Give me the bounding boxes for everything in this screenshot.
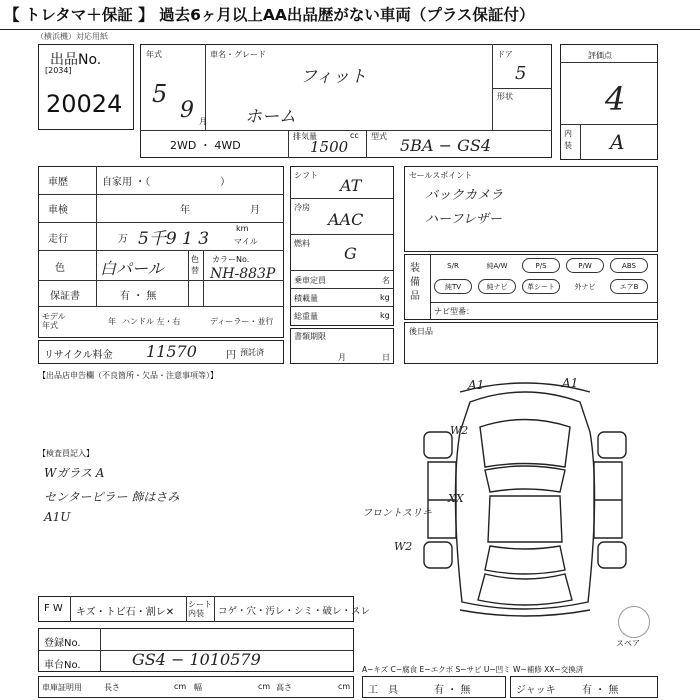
car-hood <box>480 420 570 468</box>
equip-ps: P/S <box>522 258 560 273</box>
cert-height-unit: cm <box>338 682 351 691</box>
inspector-line3: A1U <box>44 510 71 524</box>
damage-legend: A−キズ C−腐食 E−エクボ S−サビ U−凹ミ W−補修 XX−交換済 <box>362 665 584 674</box>
doc-deadline-month: 月 <box>338 353 346 362</box>
score-label: 評価点 <box>588 51 612 60</box>
model-year-handle: ハンドル 左・右 <box>122 317 181 326</box>
inspection-label: 車検 <box>48 205 68 216</box>
diagram-mark-4: XX <box>448 492 464 505</box>
load-unit: kg <box>380 293 390 302</box>
later-label: 後日品 <box>409 327 433 336</box>
color-value: 白パール <box>100 259 164 278</box>
year-label: 年式 <box>146 50 162 59</box>
shift-label: シフト <box>294 171 318 180</box>
diagram-mark-5: フロントスリキ <box>362 508 432 519</box>
lot-number: 20024 <box>46 90 123 118</box>
door-value: 5 <box>515 63 527 84</box>
fw-label: F W <box>44 603 63 614</box>
recycle-label: リサイクル料金 <box>44 350 113 361</box>
cert-width: 幅 <box>194 683 202 692</box>
interior-value: A <box>610 130 625 154</box>
jack-value: 有 ・ 無 <box>582 685 619 696</box>
equip-airbag: エアB <box>610 279 648 294</box>
shape-label: 形状 <box>497 92 513 101</box>
color-code-value: NH-883P <box>210 266 276 282</box>
diagram-mark-2: A1 <box>562 376 579 390</box>
model-label: 型式 <box>371 132 387 141</box>
doc-deadline-day: 日 <box>382 353 390 362</box>
ac-value: AAC <box>328 210 364 229</box>
warranty-label: 保証書 <box>50 291 80 302</box>
spare-label: スペア <box>616 639 640 648</box>
wheel-rear-right <box>598 542 626 568</box>
cert-height: 高さ <box>276 683 292 692</box>
capacity-label: 乗車定員 <box>294 276 326 285</box>
banner <box>0 0 700 30</box>
history-label: 車歴 <box>48 177 68 188</box>
name-label: 車名・グレード <box>210 50 266 59</box>
wheel-front-right <box>598 432 626 458</box>
dealer-notes-label: 【出品店申告欄（不良箇所・欠品・注意事項等）】 <box>38 371 218 380</box>
mileage-value: 5千9 1 3 <box>138 229 210 249</box>
inspector-line2: センターピラー 飾はさみ <box>44 490 180 504</box>
mileage-unit-mile: マイル <box>234 237 258 246</box>
year-era: 5 <box>152 80 168 108</box>
recycle-status: 預託済 <box>240 348 264 357</box>
model-year-dealer: ディーラー・並行 <box>210 317 274 326</box>
diagram-mark-1: A1 <box>468 378 485 392</box>
fuel-value: G <box>344 244 357 263</box>
color-change-label: 色替 <box>191 255 199 275</box>
mileage-man: 万 <box>118 234 128 245</box>
fw-text: キズ・トビ石・割レ✕ <box>76 607 175 618</box>
history-value: 自家用 ・（ ） <box>102 177 231 188</box>
load-label: 積載量 <box>294 294 318 303</box>
ac-label: 冷房 <box>294 203 310 212</box>
car-roof <box>488 496 562 542</box>
sales-line2: ハーフレザー <box>425 212 502 227</box>
displacement-label: 排気量 <box>293 132 317 141</box>
cert-width-unit: cm <box>258 682 271 691</box>
inspection-month: 月 <box>250 205 260 216</box>
spare-circle <box>618 606 650 638</box>
details-block <box>38 166 284 338</box>
diagram-mark-3: W2 <box>450 424 469 437</box>
registration-label: 登録No. <box>44 638 81 649</box>
recycle-value: 11570 <box>146 342 197 361</box>
seat-label: シート内装 <box>188 600 212 618</box>
weight-unit: kg <box>380 311 390 320</box>
door-label: ドア <box>497 50 513 59</box>
capacity-unit: 名 <box>382 276 390 285</box>
equip-aw: 純A/W <box>486 262 508 270</box>
equip-sr: S/R <box>447 262 459 270</box>
diagram-mark-6: W2 <box>394 540 413 553</box>
cert-length-unit: cm <box>174 682 187 691</box>
color-label: 色 <box>55 263 65 274</box>
displacement-unit: cc <box>350 131 359 140</box>
displacement-value: 1500 <box>310 138 349 156</box>
fuel-label: 燃料 <box>294 239 310 248</box>
wheel-rear-left <box>424 542 452 568</box>
equip-abs: ABS <box>610 258 648 273</box>
name-value: フィット <box>300 67 367 87</box>
equip-pw: P/W <box>566 258 604 273</box>
mileage-label: 走行 <box>48 234 68 245</box>
car-body-outline <box>455 392 594 609</box>
cert-label: 車庫証明用 <box>42 683 82 692</box>
wheel-front-left <box>424 432 452 458</box>
score-value: 4 <box>605 80 626 118</box>
equip-tv: 純TV <box>434 279 472 294</box>
warranty-value: 有 ・ 無 <box>120 291 157 302</box>
inspection-year: 年 <box>180 205 190 216</box>
year-month: 9 <box>180 98 194 123</box>
model-year-year: 年 <box>108 317 116 326</box>
interior-label: 内装 <box>564 129 572 150</box>
jack-label: ジャッキ <box>516 685 556 696</box>
recycle-unit: 円 <box>226 350 236 361</box>
shift-value: AT <box>340 176 362 195</box>
car-diagram <box>400 372 650 622</box>
chassis-value: GS4 − 1010579 <box>132 650 261 669</box>
tools-value: 有 ・ 無 <box>434 685 471 696</box>
year-month-suffix: 月 <box>199 117 207 126</box>
grade-value: ホーム <box>245 107 296 127</box>
top-note: （横浜機）対応用紙 <box>36 32 108 41</box>
weight-label: 総重量 <box>294 312 318 321</box>
car-rear-window <box>485 546 565 574</box>
equip-leather: 革シート <box>522 279 560 294</box>
lot-label: 出品No. <box>50 52 102 68</box>
inspector-line1: Wガラス A <box>44 466 105 480</box>
model-value: 5BA − GS4 <box>400 136 491 155</box>
bumper-rear <box>460 610 590 616</box>
sales-line1: バックカメラ <box>425 188 504 203</box>
sales-label: セールスポイント <box>409 171 473 180</box>
chassis-label: 車台No. <box>44 660 81 671</box>
equip-ext-navi: 外ナビ <box>574 283 596 291</box>
lot-small: [2034] <box>45 66 72 75</box>
navi-model-label: ナビ型番： <box>434 307 474 316</box>
mileage-unit-km: km <box>236 224 249 233</box>
banner-text: 【 トレタマ＋保証 】 過去6ヶ月以上AA出品歴がない車両（プラス保証付） <box>4 6 535 24</box>
inspector-label: 【検査員記入】 <box>38 449 94 458</box>
equip-navi: 純ナビ <box>478 279 516 294</box>
drive-type: 2WD ・ 4WD <box>170 139 241 152</box>
equipment-label: 装備品 <box>410 263 420 302</box>
color-code-label: カラーNo. <box>212 255 250 264</box>
seat-text: コゲ・穴・汚レ・シミ・破レ・スレ <box>218 606 371 617</box>
car-trunk <box>478 574 572 605</box>
tools-label: 工 具 <box>368 685 398 696</box>
doc-deadline-label: 書類期限 <box>294 332 326 341</box>
car-windshield <box>485 466 565 492</box>
later-box <box>404 322 658 364</box>
cert-length: 長さ <box>104 683 120 692</box>
model-year-label: モデル年式 <box>42 312 66 330</box>
